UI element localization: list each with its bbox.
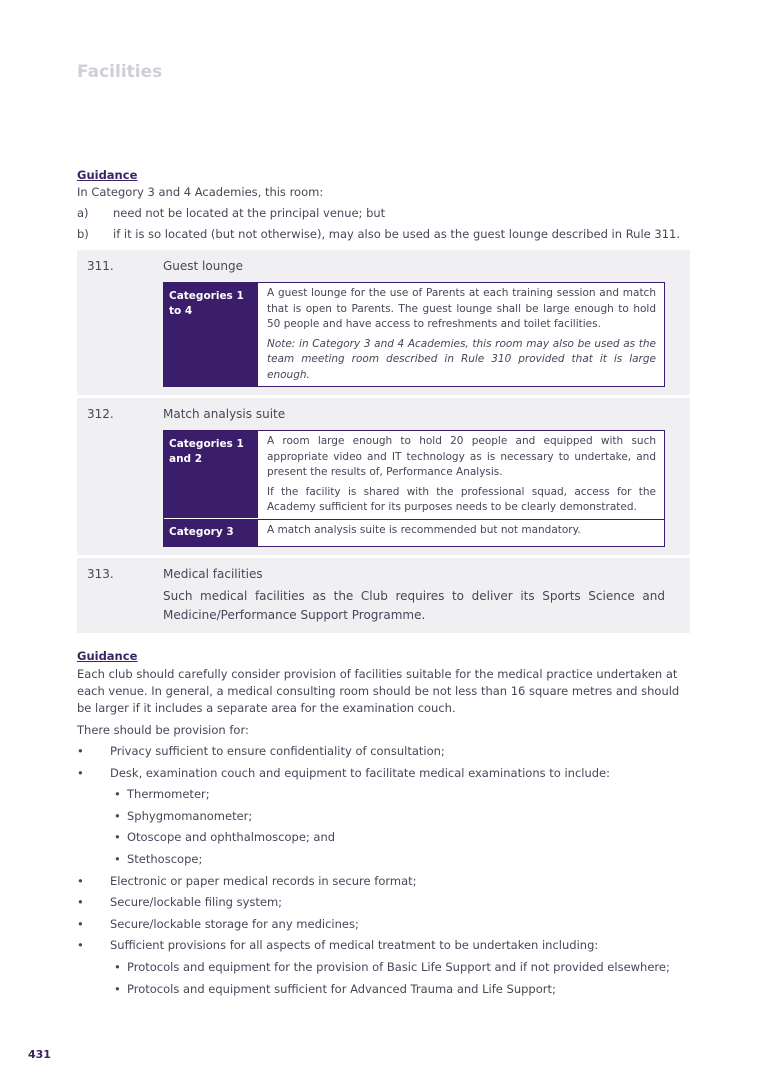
guidance-heading: Guidance [77, 168, 138, 182]
bullet-icon: • [114, 808, 121, 823]
page-number: 431 [28, 1048, 51, 1061]
category-row [164, 519, 664, 547]
bullet-icon: • [114, 981, 121, 996]
rule-312 [77, 398, 690, 555]
list-item: • Privacy sufficient to ensure confidentiality of consultation; [77, 741, 691, 763]
sub-list-item: • Sphygmomanometer; [77, 806, 691, 828]
list-item: • Secure/lockable storage for any medicines; [77, 914, 691, 936]
list-item: • Desk, examination couch and equipment to facilitate medical examinations to include: [77, 763, 691, 785]
guidance-item: a) need not be located at the principal venue; but [77, 206, 386, 220]
rule-number: 312. [87, 407, 114, 421]
sub-list-item: • Protocols and equipment for the provision of Basic Life Support and if not provided elsewhere; [77, 957, 691, 979]
guidance-block-rule-313 [77, 649, 691, 1000]
list-item: • Secure/lockable filing system; [77, 892, 691, 914]
rules-list [77, 250, 690, 633]
category-label: Category 3 [164, 518, 258, 546]
rule-title: Medical facilities [163, 567, 263, 581]
bullet-icon: • [77, 765, 84, 780]
bullet-icon: • [114, 959, 121, 974]
category-label: Categories 1 and 2 [164, 431, 258, 519]
guidance-heading: Guidance [77, 649, 138, 663]
rule-number: 313. [87, 567, 114, 581]
bullet-icon: • [114, 830, 121, 845]
sub-list-item: • Stethoscope; [77, 849, 691, 871]
category-note: Note: in Category 3 and 4 Academies, this room may also be used as the team meeting room described in Rule 310 provided that it is large enough. [267, 337, 656, 381]
rule-311 [77, 250, 690, 395]
section-title: Facilities [77, 62, 163, 82]
category-row [164, 431, 664, 519]
bullet-icon: • [114, 787, 121, 802]
bullet-icon: • [114, 851, 121, 866]
bullet-icon: • [77, 895, 84, 910]
bullet-icon: • [77, 744, 84, 758]
category-table [163, 430, 665, 547]
bullet-icon: • [77, 873, 84, 888]
category-table [163, 282, 665, 387]
sub-list-item: • Protocols and equipment sufficient for Advanced Trauma and Life Support; [77, 979, 691, 1001]
rule-313 [77, 558, 690, 633]
rule-title: Guest lounge [163, 259, 243, 273]
sub-list-item: • Otoscope and ophthalmoscope; and [77, 827, 691, 849]
list-item: • Sufficient provisions for all aspects of medical treatment to be undertaken including: [77, 935, 691, 957]
bullet-icon: • [77, 916, 84, 931]
category-label: Categories 1 to 4 [164, 283, 258, 386]
rule-number: 311. [87, 259, 114, 273]
bullet-icon: • [77, 938, 84, 953]
category-row [164, 283, 664, 386]
list-item: • Electronic or paper medical records in secure format; [77, 871, 691, 893]
rule-title: Match analysis suite [163, 407, 286, 421]
guidance-intro: In Category 3 and 4 Academies, this room: [77, 185, 324, 199]
category-text: A room large enough to hold 20 people and equipped with such appropriate video and IT technology as is necessary to undertake, and present the results of, Performance Analysis. If the facility is shared with the professional squad, access for the Academy sufficient for its purposes needs to be clearly demonstrated. [267, 435, 656, 513]
provision-intro: There should be provision for: [77, 723, 249, 737]
guidance-block-rule-310 [77, 168, 691, 245]
guidance-paragraph: Each club should carefully consider provision of facilities suitable for the medical practice undertaken at each venue. In general, a medical consulting room should be not less than 16 square metres and should be larger if it includes a separate area for the examination couch. [77, 667, 680, 715]
sub-list-item: • Thermometer; [77, 784, 691, 806]
guidance-item: b) if it is so located (but not otherwise), may also be used as the guest lounge described in Rule 311. [77, 227, 680, 241]
category-text: A match analysis suite is recommended but not mandatory. [267, 523, 581, 536]
rule-body: Such medical facilities as the Club requires to deliver its Sports Science and Medicine/Performance Support Programme. [163, 589, 665, 622]
category-text: A guest lounge for the use of Parents at each training session and match that is open to Parents. The guest lounge shall be large enough to hold 50 people and have access to refreshments and toilet facilities. Note: in Category 3 and 4 Academies, this room may also be used as the team meeting room described in Rule 310 provided that it is large enough. [258, 283, 664, 386]
